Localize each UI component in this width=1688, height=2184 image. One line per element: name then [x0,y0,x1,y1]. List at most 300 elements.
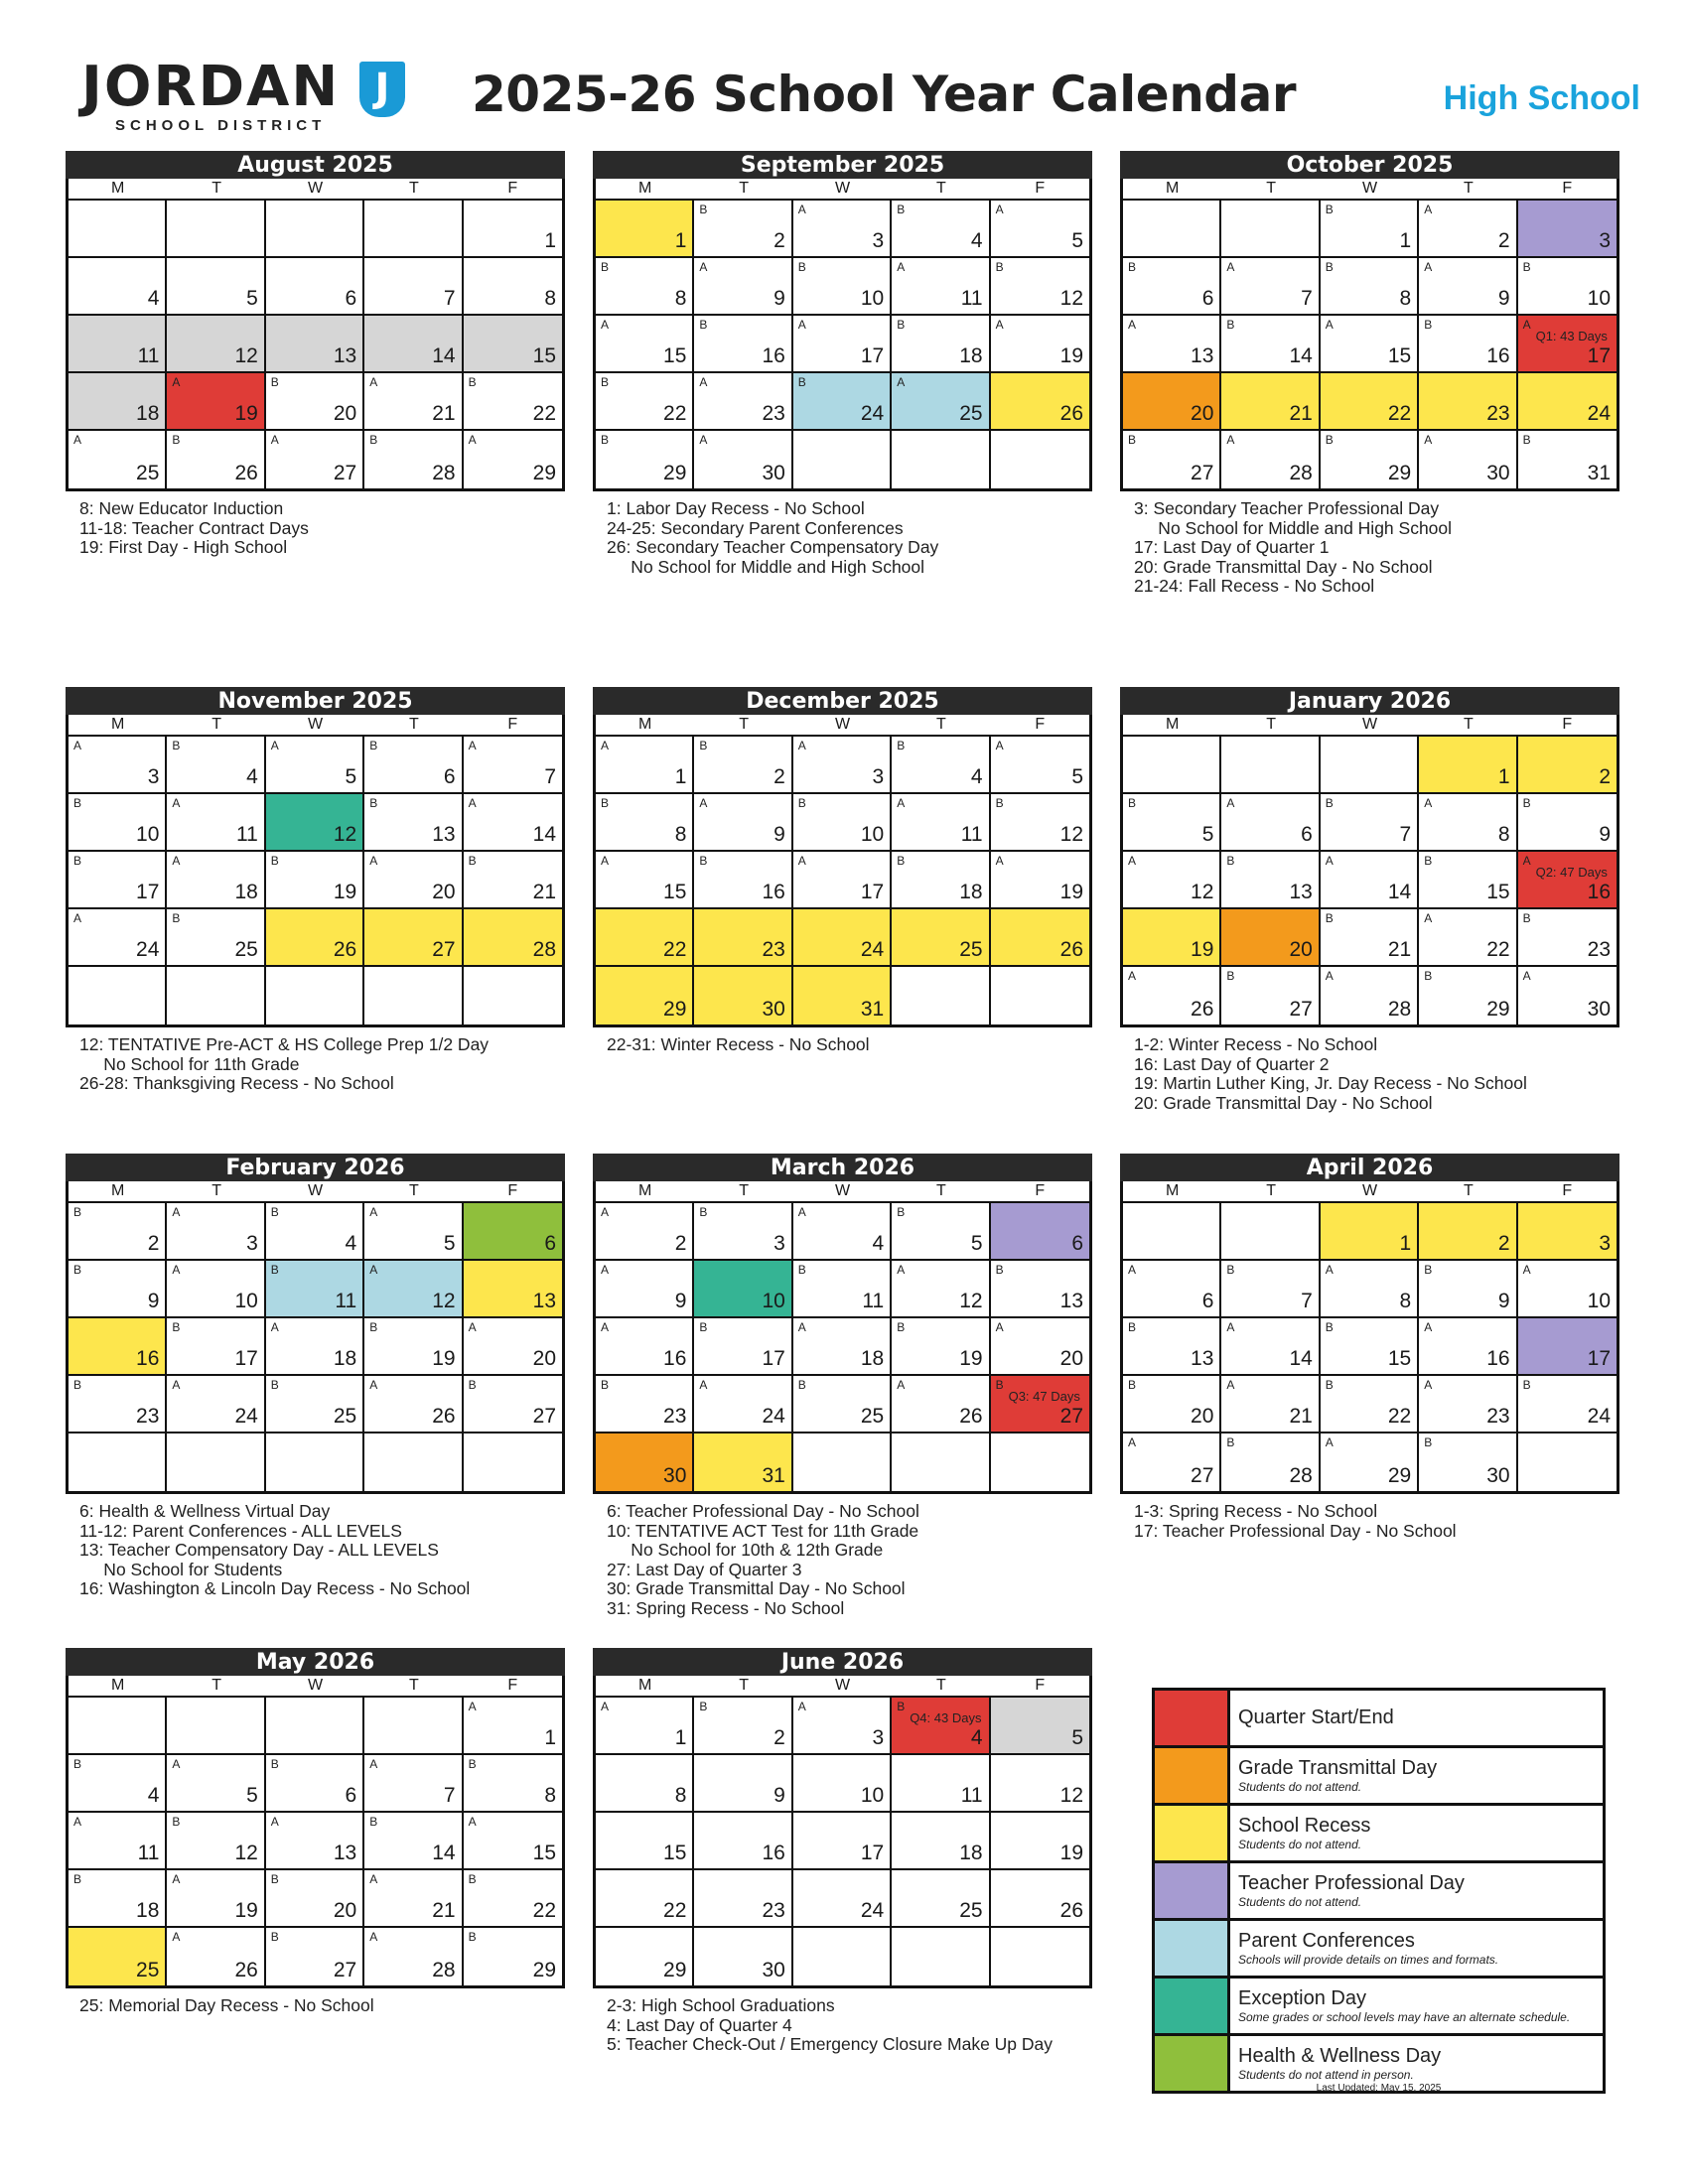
legend-subtext: Students do not attend. [1238,1895,1362,1909]
day-number: 16 [762,881,785,903]
day-cell [69,431,167,488]
weekday-label: F [507,180,518,197]
ab-day-label: B [369,796,378,810]
day-number: 22 [532,1899,556,1922]
legend-row [1155,1748,1603,1806]
day-cell [364,794,463,852]
ab-day-label: B [699,1320,708,1334]
day-cell [991,909,1089,967]
ab-day-label: A [1226,1378,1235,1392]
ab-day-label: B [699,854,708,868]
day-number: 19 [959,1347,983,1370]
month-calendar [593,1648,1092,2055]
note-line: 30: Grade Transmittal Day - No School [607,1578,906,1598]
weekday-label: T [409,716,419,733]
day-cell [464,1870,562,1928]
note-line: 22-31: Winter Recess - No School [607,1034,870,1054]
weekday-header [66,1676,565,1698]
day-cell [1123,1261,1221,1318]
day-number: 26 [234,462,258,484]
ab-day-label: B [369,739,378,752]
day-cell [991,316,1089,373]
day-number: 6 [345,287,357,310]
month-calendar [1120,687,1619,1113]
day-cell [793,1318,892,1376]
day-number: 24 [1587,1405,1611,1428]
ab-day-label: B [369,1320,378,1334]
weekday-label: F [507,1182,518,1199]
day-number: 8 [674,823,687,846]
weekday-header [593,1181,1092,1203]
day-number: 15 [532,1842,556,1864]
day-number: 28 [432,1959,456,1981]
day-cell [892,737,990,794]
day-number: 30 [663,1464,687,1487]
day-cell [364,373,463,431]
day-cell [892,1318,990,1376]
note-line: 17: Last Day of Quarter 1 [1134,537,1330,557]
ab-day-label: B [1128,1320,1137,1334]
day-cell [1123,794,1221,852]
day-number: 1 [674,229,687,252]
ab-day-label: B [73,1263,82,1277]
ab-day-label: B [73,1378,82,1392]
legend-swatch [1155,1748,1230,1803]
day-cell [167,794,265,852]
day-number: 18 [234,881,258,903]
legend-name: Quarter Start/End [1238,1706,1394,1728]
ab-day-label: A [468,1700,477,1713]
day-number: 30 [1486,462,1510,484]
day-cell [596,1755,694,1813]
day-cell [464,201,562,258]
ab-day-label: A [1128,318,1137,332]
day-cell [266,1318,364,1376]
weekday-label: T [739,716,749,733]
day-cell [1518,1433,1617,1491]
month-notes [1120,1502,1619,1541]
day-number: 11 [960,287,983,310]
day-cell [694,201,792,258]
day-number: 4 [872,1232,885,1255]
day-cell [793,909,892,967]
ab-day-label: A [369,1378,378,1392]
day-number: 5 [246,1784,258,1807]
day-cell [1123,316,1221,373]
weekday-label: F [1035,180,1046,197]
day-cell [694,1318,792,1376]
day-grid [593,1203,1092,1494]
note-line: No School for 11th Grade [79,1053,300,1074]
ab-day-label: B [73,1757,82,1771]
day-number: 23 [663,1405,687,1428]
ab-day-label: A [797,1700,806,1713]
day-number: 12 [1059,287,1083,310]
ab-day-label: A [1128,969,1137,983]
day-cell [1419,1203,1517,1261]
day-number: 17 [860,881,885,903]
day-number: 6 [1201,1290,1214,1312]
day-number: 17 [1587,1347,1611,1370]
legend-row [1155,1806,1603,1863]
day-cell [1321,1376,1419,1433]
ab-day-label: B [1325,1320,1334,1334]
day-number: 5 [345,765,357,788]
weekday-label: M [638,1182,652,1199]
ab-day-label: A [73,911,82,925]
ab-day-label: A [601,739,610,752]
ab-day-label: B [699,318,708,332]
ab-day-label: B [172,1320,181,1334]
day-cell [1419,737,1517,794]
ab-day-label: A [369,1205,378,1219]
day-number: 12 [234,1842,258,1864]
ab-day-label: A [995,203,1004,216]
day-cell [1221,852,1320,909]
ab-day-label: A [369,854,378,868]
ab-day-label: B [270,1378,279,1392]
day-cell [1419,1433,1517,1491]
month-calendar [593,687,1092,1055]
day-cell [464,1755,562,1813]
day-cell [167,258,265,316]
weekday-label: W [307,180,324,197]
day-number: 11 [862,1290,885,1312]
ab-day-label: A [1424,1378,1433,1392]
day-number: 19 [1059,344,1083,367]
day-cell [991,1928,1089,1985]
day-number: 16 [1486,1347,1510,1370]
day-cell [69,794,167,852]
ab-day-label: B [1226,854,1235,868]
day-number: 12 [1191,881,1214,903]
note-line: 26-28: Thanksgiving Recess - No School [79,1073,394,1093]
day-number: 16 [762,1842,785,1864]
day-cell [364,1261,463,1318]
weekday-label: F [1035,1182,1046,1199]
ab-day-label: A [1522,969,1531,983]
day-number: 1 [1399,229,1412,252]
ab-day-label: A [897,375,906,389]
day-number: 25 [136,1959,160,1981]
day-cell [991,1376,1089,1433]
ab-day-label: A [468,796,477,810]
weekday-label: T [739,1677,749,1694]
day-cell [1321,1433,1419,1491]
day-number: 3 [872,765,885,788]
weekday-header [1120,715,1619,737]
note-line: No School for Students [79,1559,283,1579]
weekday-header [66,715,565,737]
quarter-days-note: Q1: 43 Days [1535,329,1608,343]
note-line: 27: Last Day of Quarter 3 [607,1559,802,1579]
day-cell [266,1755,364,1813]
ab-day-label: A [1424,433,1433,447]
day-cell [694,1433,792,1491]
weekday-label: W [1361,1182,1378,1199]
logo-subtitle: SCHOOL DISTRICT [115,117,327,134]
day-cell [1419,909,1517,967]
day-cell [167,1870,265,1928]
day-number: 28 [532,938,556,961]
day-cell [1221,1318,1320,1376]
day-number: 12 [959,1290,983,1312]
day-number: 7 [1301,1290,1313,1312]
day-cell [991,1203,1089,1261]
day-number: 1 [544,1726,556,1749]
day-cell [892,373,990,431]
day-number: 14 [532,823,556,846]
ab-day-label: A [1424,1320,1433,1334]
day-cell [364,1698,463,1755]
ab-day-label: B [1522,1378,1531,1392]
day-cell [1518,258,1617,316]
day-cell [694,1261,792,1318]
ab-day-label: B [73,796,82,810]
ab-day-label: B [1522,911,1531,925]
weekday-label: T [211,716,221,733]
day-cell [694,431,792,488]
day-number: 24 [860,938,885,961]
legend-subtext: Students do not attend in person. [1238,2068,1414,2082]
note-line: 1-3: Spring Recess - No School [1134,1501,1378,1521]
ab-day-label: B [270,1930,279,1944]
day-number: 18 [860,1347,885,1370]
day-number: 21 [1289,1405,1313,1428]
ab-day-label: A [1128,1435,1137,1449]
day-cell [1321,967,1419,1024]
note-line: 1: Labor Day Recess - No School [607,498,865,518]
day-cell [1221,1203,1320,1261]
ab-day-label: B [1424,318,1433,332]
day-number: 5 [246,287,258,310]
day-cell [69,1376,167,1433]
day-cell [793,373,892,431]
ab-day-label: A [601,1205,610,1219]
day-cell [69,1698,167,1755]
ab-day-label: A [1325,318,1334,332]
ab-day-label: B [172,433,181,447]
day-cell [266,431,364,488]
day-number: 20 [432,881,456,903]
day-cell [1123,1433,1221,1491]
weekday-label: M [1166,1182,1180,1199]
day-cell [1419,794,1517,852]
day-cell [266,1261,364,1318]
day-number: 18 [959,881,983,903]
ab-day-label: A [699,1378,708,1392]
day-cell [1221,794,1320,852]
day-cell [793,967,892,1024]
day-cell [266,201,364,258]
day-number: 30 [762,1959,785,1981]
ab-day-label: B [1128,1378,1137,1392]
day-cell [892,1203,990,1261]
day-number: 20 [532,1347,556,1370]
day-number: 9 [1497,287,1510,310]
quarter-days-note: Q2: 47 Days [1535,865,1608,880]
day-number: 1 [674,1726,687,1749]
ab-day-label: A [1128,854,1137,868]
day-cell [892,201,990,258]
day-cell [793,1698,892,1755]
day-cell [266,258,364,316]
day-cell [167,1318,265,1376]
day-cell [1221,431,1320,488]
note-line: 10: TENTATIVE ACT Test for 11th Grade [607,1520,919,1541]
legend-name: Exception Day [1238,1987,1366,2009]
day-cell [364,258,463,316]
day-number: 3 [872,229,885,252]
ab-day-label: A [601,318,610,332]
ab-day-label: B [270,1757,279,1771]
ab-day-label: A [1325,854,1334,868]
day-number: 9 [774,287,785,310]
weekday-label: W [1361,716,1378,733]
day-number: 11 [137,1842,160,1864]
ab-day-label: B [73,1872,82,1886]
ab-day-label: B [369,433,378,447]
day-number: 7 [443,1784,456,1807]
month-notes [1120,1035,1619,1113]
month-notes [593,499,1092,577]
day-number: 26 [432,1405,456,1428]
day-cell [266,852,364,909]
note-line: 17: Teacher Professional Day - No School [1134,1520,1457,1541]
day-cell [1321,794,1419,852]
day-number: 5 [1071,765,1083,788]
day-number: 4 [970,229,983,252]
day-cell [1221,1433,1320,1491]
day-number: 21 [432,402,456,425]
day-cell [464,1813,562,1870]
day-number: 22 [663,402,687,425]
day-number: 25 [136,462,160,484]
day-cell [266,1813,364,1870]
ab-day-label: B [1226,1263,1235,1277]
day-cell [1321,909,1419,967]
day-number: 9 [674,1290,687,1312]
day-cell [167,201,265,258]
day-number: 23 [1486,1405,1510,1428]
day-cell [364,431,463,488]
day-number: 11 [960,823,983,846]
ab-day-label: A [1226,1320,1235,1334]
note-line: 20: Grade Transmittal Day - No School [1134,1092,1433,1113]
day-number: 25 [333,1405,357,1428]
day-cell [266,1870,364,1928]
month-calendar [593,1154,1092,1618]
weekday-label: M [638,1677,652,1694]
weekday-label: T [1266,716,1276,733]
day-number: 26 [1059,402,1083,425]
ab-day-label: A [1424,260,1433,274]
day-cell [1518,737,1617,794]
day-cell [1419,373,1517,431]
note-line: 16: Last Day of Quarter 2 [1134,1053,1330,1074]
day-cell [793,258,892,316]
day-cell [69,1203,167,1261]
day-number: 2 [147,1232,160,1255]
day-number: 1 [1497,765,1510,788]
day-number: 20 [1191,402,1214,425]
ab-day-label: B [1128,260,1137,274]
month-notes [593,1996,1092,2055]
note-line: 19: Martin Luther King, Jr. Day Recess - No School [1134,1073,1527,1093]
day-cell [1419,201,1517,258]
month-calendar [66,687,565,1094]
weekday-label: T [409,1677,419,1694]
note-line: No School for Middle and High School [1134,517,1453,538]
day-cell [793,1813,892,1870]
legend-row [1155,1863,1603,1921]
day-number: 24 [860,1899,885,1922]
legend-text [1230,1979,1570,2033]
legend-text [1230,1921,1498,1976]
ab-day-label: B [270,1263,279,1277]
day-cell [596,737,694,794]
legend-text [1230,1863,1465,1918]
day-cell [69,1870,167,1928]
day-cell [167,909,265,967]
ab-day-label: B [797,260,806,274]
day-number: 3 [1599,229,1611,252]
month-title: January 2026 [1120,687,1619,715]
day-number: 9 [774,823,785,846]
month-notes [593,1502,1092,1618]
ab-day-label: A [897,1378,906,1392]
day-cell [167,373,265,431]
ab-day-label: A [1522,854,1531,868]
day-cell [991,373,1089,431]
day-number: 25 [860,1405,885,1428]
day-number: 18 [959,1842,983,1864]
day-number: 21 [432,1899,456,1922]
weekday-label: M [111,180,125,197]
ab-day-label: A [995,739,1004,752]
weekday-label: W [834,180,851,197]
ab-day-label: A [172,1263,181,1277]
ab-day-label: B [601,433,610,447]
day-cell [1518,1261,1617,1318]
ab-day-label: B [1424,1263,1433,1277]
ab-day-label: B [270,375,279,389]
ab-day-label: B [1226,969,1235,983]
day-grid [593,737,1092,1027]
day-number: 20 [1059,1347,1083,1370]
day-cell [167,431,265,488]
legend-subtext: Some grades or school levels may have an alternate schedule. [1238,2010,1571,2024]
day-cell [694,909,792,967]
day-cell [1221,258,1320,316]
page-title: 2025-26 School Year Calendar [472,66,1296,123]
day-number: 27 [1191,462,1214,484]
day-number: 15 [532,344,556,367]
ab-day-label: B [1325,1378,1334,1392]
day-cell [167,1433,265,1491]
month-title: November 2025 [66,687,565,715]
weekday-label: F [1562,716,1573,733]
ab-day-label: A [73,1815,82,1829]
day-number: 18 [959,344,983,367]
note-line: 8: New Educator Induction [79,498,284,518]
day-number: 2 [774,765,785,788]
ab-day-label: B [1325,433,1334,447]
day-cell [1321,1203,1419,1261]
month-title: March 2026 [593,1154,1092,1181]
day-number: 13 [1191,344,1214,367]
day-cell [1518,852,1617,909]
